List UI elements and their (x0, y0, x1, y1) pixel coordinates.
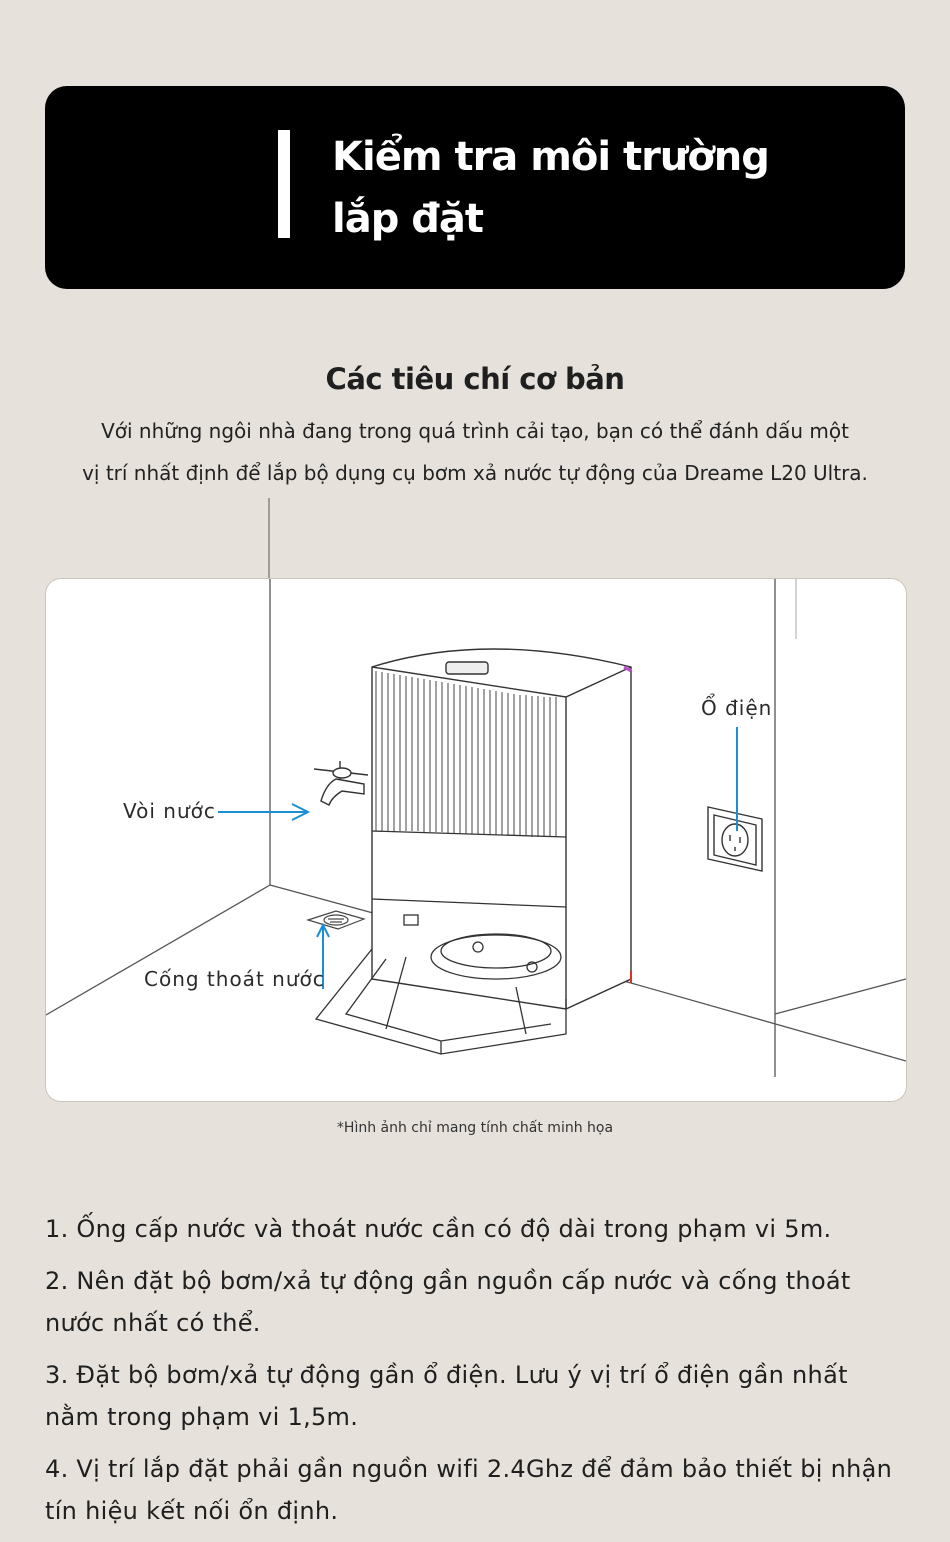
criteria-item-4: 4. Vị trí lắp đặt phải gần nguồn wifi 2.4Ghz để đảm bảo thiết bị nhận tín hiệu kết nối ổn định. (45, 1455, 893, 1525)
illustration-note: *Hình ảnh chỉ mang tính chất minh họa (336, 1120, 614, 1136)
faucet-label: Vòi nước (123, 799, 216, 823)
banner-title-line1: Kiểm tra môi trường (332, 134, 769, 180)
installation-illustration (45, 578, 907, 1102)
intro-line2: vị trí nhất định để lắp bộ dụng cụ bơm xả nước tự động của Dreame L20 Ultra. (82, 461, 868, 485)
banner-title-line2: lắp đặt (332, 196, 484, 242)
criteria-item-3: 3. Đặt bộ bơm/xả tự động gần ổ điện. Lưu ý vị trí ổ điện gần nhất nằm trong phạm vi 1,5m. (45, 1361, 848, 1431)
faucet-icon (314, 761, 368, 805)
room-illustration (46, 579, 906, 1101)
intro-line1: Với những ngôi nhà đang trong quá trình cải tạo, bạn có thể đánh dấu một (101, 419, 849, 443)
outlet-label: Ổ điện (701, 696, 773, 720)
power-outlet-icon (708, 807, 762, 871)
criteria-item-2: 2. Nên đặt bộ bơm/xả tự động gần nguồn cấp nước và cống thoát nước nhất có thể. (45, 1267, 851, 1337)
drain-label: Cống thoát nước (144, 967, 325, 991)
floor-drain-icon (308, 911, 364, 929)
section-title: Các tiêu chí cơ bản (325, 362, 625, 396)
wall-corner-line (0, 0, 950, 600)
criteria-item-1: 1. Ống cấp nước và thoát nước cần có độ dài trong phạm vi 5m. (45, 1215, 832, 1243)
criteria-list (45, 1208, 905, 1542)
